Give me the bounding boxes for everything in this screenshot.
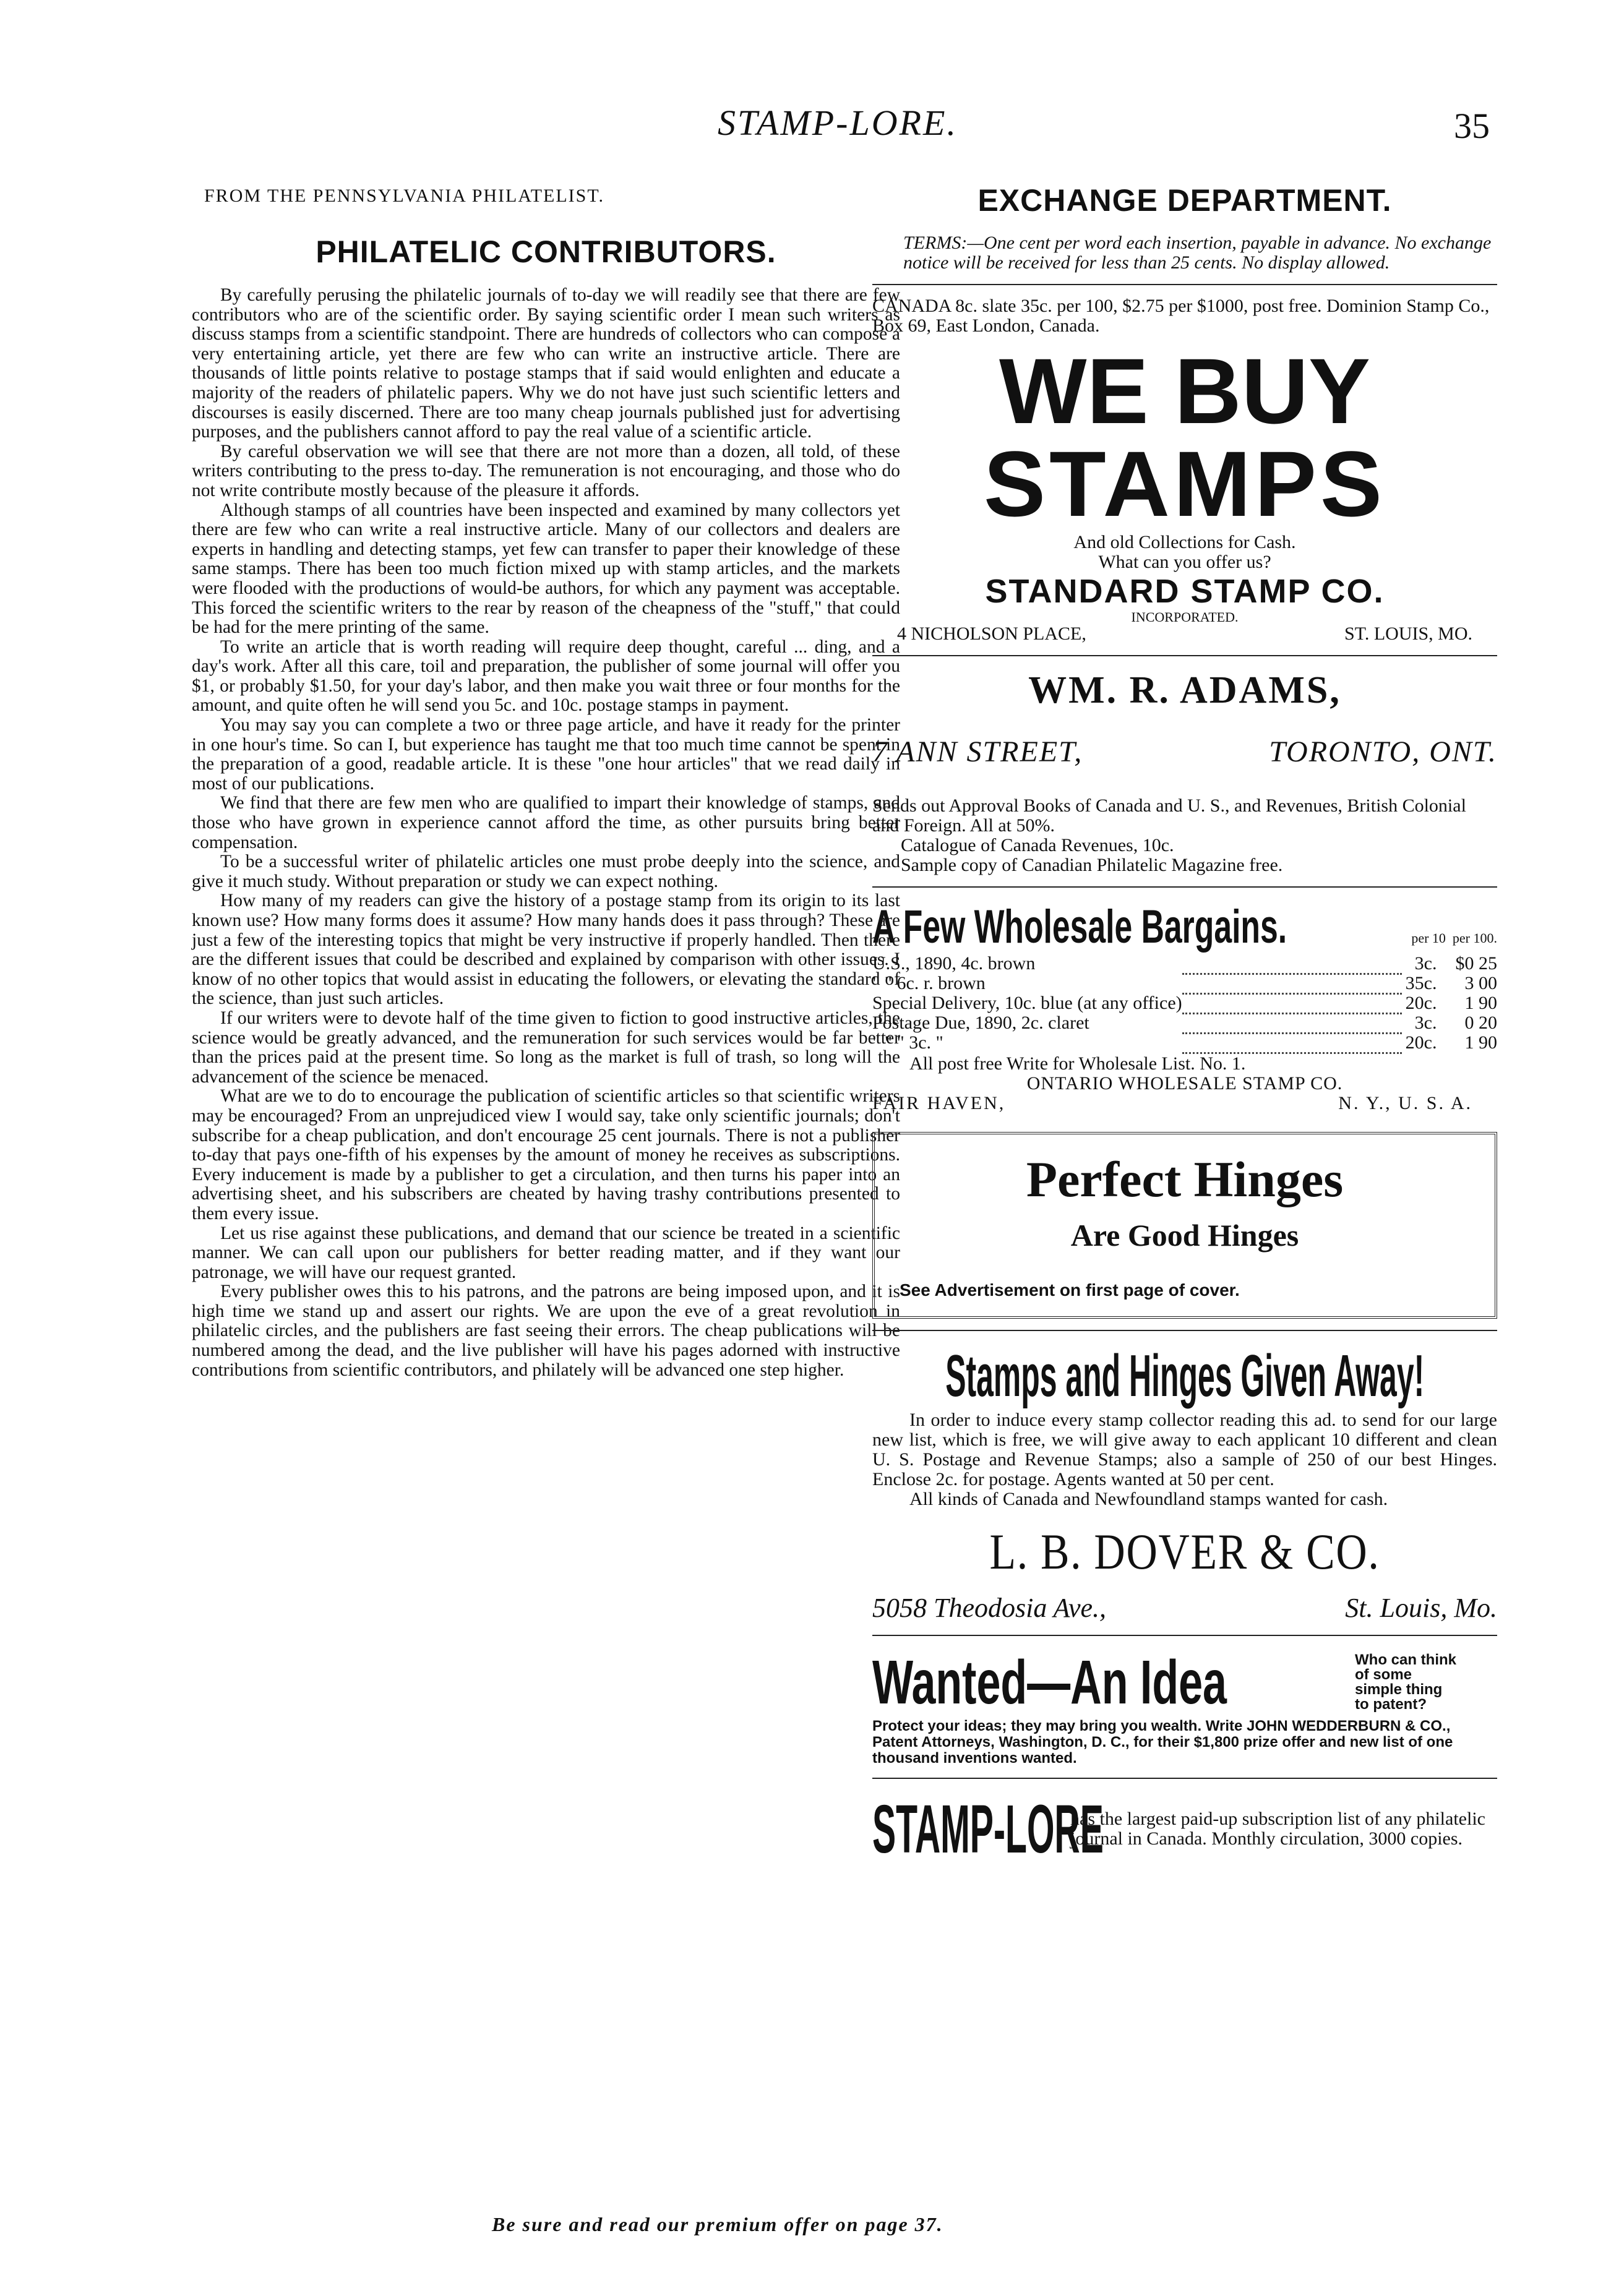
hinges-title: Perfect Hinges	[1026, 1150, 1344, 1207]
adams-sample: Sample copy of Canadian Philatelic Magazine free.	[901, 855, 1283, 875]
table-row	[872, 993, 1497, 1013]
item-name: " " 6c. r. brown	[872, 973, 986, 993]
adams-name: WM. R. ADAMS,	[1028, 669, 1341, 711]
table-row	[872, 1013, 1497, 1033]
idea-side-note: Who can think of some simple thing to patent?	[1355, 1651, 1456, 1713]
divider	[872, 1330, 1497, 1331]
standard-stamp-name: STANDARD STAMP CO.	[985, 573, 1385, 610]
stamplore-text: has the largest paid-up subscription list of any philatelic journal in Canada. Monthly circulation, 3000 copies.	[1070, 1809, 1485, 1849]
article-paragraph: Every publisher owes this to his patrons, and the patrons are being imposed upon, and it is high time we stand up and assert our rights. We are upon the eve of a great revolution in philatelic circles, and the publishers are fast seeing their errors. The cheap publications will be numbered among the dead, and the live publisher will have his pages adorned with instructive contributions from scientific contributors, and philately will be advanced one step higher.	[192, 1282, 900, 1380]
standard-city: ST. LOUIS, MO.	[1344, 623, 1472, 644]
adams-catalogue: Catalogue of Canada Revenues, 10c.	[901, 835, 1174, 855]
dover-address: 5058 Theodosia Ave.,	[872, 1592, 1107, 1623]
article-paragraph: To write an article that is worth reading will require deep thought, careful ... ding, and a day's work. After all this care, toil and preparation, the publisher of some journal will offer you $1, or probably $1.50, for your day's labor, and then make you wait three or four months for the amount, and quite often he will send you 5c. and 10c. postage stamps in payment.	[192, 636, 900, 716]
article-paragraph: To be a successful writer of philatelic articles one must probe deeply into the science, and give it much study. Without preparation or study we can expect nothing.	[192, 852, 900, 891]
adams-city: TORONTO, ONT.	[1269, 735, 1497, 768]
adams-street: 7 ANN STREET,	[872, 735, 1083, 768]
article-source: FROM THE PENNSYLVANIA PHILATELIST.	[204, 186, 604, 206]
article-body	[192, 286, 900, 1380]
price-per-100: $0 25	[1455, 953, 1497, 974]
price-per-100: 1 90	[1464, 993, 1497, 1013]
article-paragraph: By carefully perusing the philatelic journals of to-day we will readily see that there are few contributors who are of the scientific order. By saying scientific order I mean such writers as discuss stamps from a scientific standpoint. There are hundreds of collectors who can compose a very entertaining article, yet there are few who can write an instructive article. There are thousands of little points relative to postage stamps that if said would enlighten and educate a majority of the readers of philatelic papers. Why we do not have just such scientific letters and discourses is easily discerned. There are too many cheap journals published just for advertising purposes, and the publishers cannot afford to pay the real value of a scientific article.	[192, 285, 900, 442]
divider	[872, 886, 1497, 888]
article-paragraph: How many of my readers can give the history of a postage stamp from its origin to its last known use? How many forms does it assume? How many hands does it pass through? These are just a few of the interesting topics that might be very instructive if properly handled. Then there are the different issues that could be described and explained by comparison with other issues. I know of no other topics that would assist in educating the followers, or elevating the standard of the science, than just such articles.	[192, 891, 900, 1009]
wholesale-title: A Few Wholesale Bargains.	[872, 901, 1287, 953]
stamplore-ad	[872, 1790, 1497, 1869]
price-table	[872, 954, 1497, 1054]
idea-text: Protect your ideas; they may bring you wealth. Write JOHN WEDDERBURN & CO., Patent Attorneys, Washington, D. C., for their $1,800 prize offer and new list of one thousand inventions wanted.	[872, 1717, 1453, 1767]
article-paragraph: What are we to do to encourage the publication of scientific articles so that scientific writers may be encouraged? From an unprejudiced view I would say, take only scientific journals; don't subscribe for a cheap publication, and don't encourage 25 cent journals. There is not a publisher to-day that pays one-fifth of his expenses by the amount of money he receives as subscriptions. Every inducement is made by a publisher to get a circulation, and then turns his paper into an advertising sheet, and his subscribers are cheated by having trashy contributions presented to them every issue.	[192, 1086, 900, 1223]
article-paragraph: Although stamps of all countries have been inspected and examined by many collectors yet there are few who can write a real instructive article. Many of our collectors and dealers are experts in handling and detecting stamps, yet few can transfer to paper their knowledge of these same stamps. There has been too much fiction mixed up with stamp articles, and the markets were flooded with the productions of would-be authors, for which any payment was acceptable. This forced the scientific writers to the rear by reason of the cheapness of the "stuff," that could be had for the mere printing of the same.	[192, 500, 900, 638]
table-row	[872, 1033, 1497, 1053]
giveaway-wanted: All kinds of Canada and Newfoundland stamps wanted for cash.	[909, 1488, 1388, 1509]
divider	[872, 1778, 1497, 1779]
we-buy-stamps-ad	[872, 339, 1497, 644]
article-paragraph: If our writers were to devote half of the time given to fiction to good instructive articles, the science would be greatly advanced, and the remuneration for such services would be far better than the prices paid at the present time. So long as the market is full of trash, so long will the advancement of the science be menaced.	[192, 1008, 900, 1087]
item-name: Special Delivery, 10c. blue (at any office)	[872, 993, 1182, 1013]
premium-offer-note: Be sure and read our premium offer on page 37.	[492, 2213, 943, 2235]
hinges-note: See Advertisement on first page of cover.	[900, 1280, 1240, 1300]
table-row	[872, 974, 1497, 993]
hinges-ad-box	[872, 1132, 1497, 1319]
wholesale-state: N. Y., U. S. A.	[1338, 1092, 1472, 1113]
price-per-10: 3c.	[1414, 953, 1437, 974]
table-row	[872, 954, 1497, 974]
article-paragraph: You may say you can complete a two or three page article, and have it ready for the printer in one hour's time. So can I, but experience has taught me that too much time cannot be spent in the preparation of a good, readable article. It is these "one hour articles" that we read daily in most of our publications.	[192, 715, 900, 794]
hinges-subtitle: Are Good Hinges	[1070, 1217, 1299, 1253]
exchange-heading: EXCHANGE DEPARTMENT.	[977, 183, 1392, 218]
canada-classified: CANADA 8c. slate 35c. per 100, $2.75 per $1000, post free. Dominion Stamp Co., Box 69, East London, Canada.	[872, 296, 1490, 336]
price-per-100: 3 00	[1464, 973, 1497, 993]
article-column	[192, 186, 900, 1380]
price-per-10: 35c.	[1405, 973, 1437, 993]
col-per-100: per 100.	[1452, 930, 1497, 946]
item-name: Postage Due, 1890, 2c. claret	[872, 1013, 1089, 1033]
incorporated-label: INCORPORATED.	[1131, 609, 1239, 625]
article-title: PHILATELIC CONTRIBUTORS.	[316, 234, 776, 269]
dover-city: St. Louis, Mo.	[1345, 1592, 1497, 1623]
article-paragraph: By careful observation we will see that there are not more than a dozen, all told, of these writers contributing to the press to-day. The remuneration is not encouraging, and those who do not write contribute mostly because of the pleasure it affords.	[192, 441, 900, 500]
price-per-10: 20c.	[1405, 1032, 1437, 1053]
we-buy-sub2: What can you offer us?	[1098, 552, 1271, 572]
standard-address: 4 NICHOLSON PLACE,	[897, 623, 1086, 644]
item-name: U.S., 1890, 4c. brown	[872, 953, 1036, 974]
price-per-100: 0 20	[1464, 1013, 1497, 1033]
giveaway-text: In order to induce every stamp collector reading this ad. to send for our large new list, which is free, we will give away to each applicant 10 different and clean U. S. Postage and Revenue Stamps; also a sample of 250 of our best Hinges. Enclose 2c. for postage. Agents wanted at 50 per cent.	[872, 1409, 1497, 1489]
price-per-100: 1 90	[1464, 1032, 1497, 1053]
we-buy-headline: WE BUY	[999, 339, 1370, 443]
stamplore-title: STAMP-LORE	[872, 1791, 1104, 1867]
idea-title: Wanted—An Idea	[872, 1647, 1227, 1717]
adams-ad	[872, 669, 1497, 875]
item-name: " " " 3c. "	[872, 1032, 943, 1053]
article-paragraph: We find that there are few men who are qualified to impart their knowledge of stamps, and those who have grown in experience cannot afford the time, as other pursuits bring better compensation.	[192, 793, 900, 852]
running-title: STAMP-LORE.	[718, 103, 958, 143]
divider	[872, 655, 1497, 656]
divider	[872, 1635, 1497, 1636]
price-per-10: 20c.	[1405, 993, 1437, 1013]
dover-company: L. B. DOVER & CO.	[989, 1523, 1380, 1580]
wholesale-company: ONTARIO WHOLESALE STAMP CO.	[1026, 1073, 1343, 1094]
we-buy-sub1: And old Collections for Cash.	[1073, 532, 1296, 552]
adams-text: Sends out Approval Books of Canada and U. S., and Revenues, British Colonial and Foreign. All at 50%.	[872, 795, 1466, 836]
patent-idea-ad	[872, 1647, 1497, 1767]
price-per-10: 3c.	[1414, 1013, 1437, 1033]
col-per-10: per 10	[1411, 930, 1446, 946]
wholesale-city: FAIR HAVEN,	[872, 1092, 1006, 1113]
wholesale-footer: All post free Write for Wholesale List. No. 1.	[909, 1053, 1246, 1074]
giveaway-ad	[872, 1342, 1497, 1624]
divider	[872, 284, 1497, 285]
wholesale-ad	[872, 900, 1497, 1113]
advertisement-column	[872, 182, 1497, 1869]
stamps-headline: STAMPS	[984, 432, 1386, 536]
giveaway-title: Stamps and Hinges Given Away!	[945, 1342, 1424, 1409]
exchange-terms: TERMS:—One cent per word each insertion, payable in advance. No exchange notice will be received for less than 25 cents. No display allowed.	[903, 233, 1492, 273]
page-number: 35	[1454, 106, 1490, 146]
article-paragraph: Let us rise against these publications, and demand that our science be treated in a scientific manner. We can call upon our publishers for better reading matter, and if they want our patronage, we will have our request granted.	[192, 1223, 900, 1282]
